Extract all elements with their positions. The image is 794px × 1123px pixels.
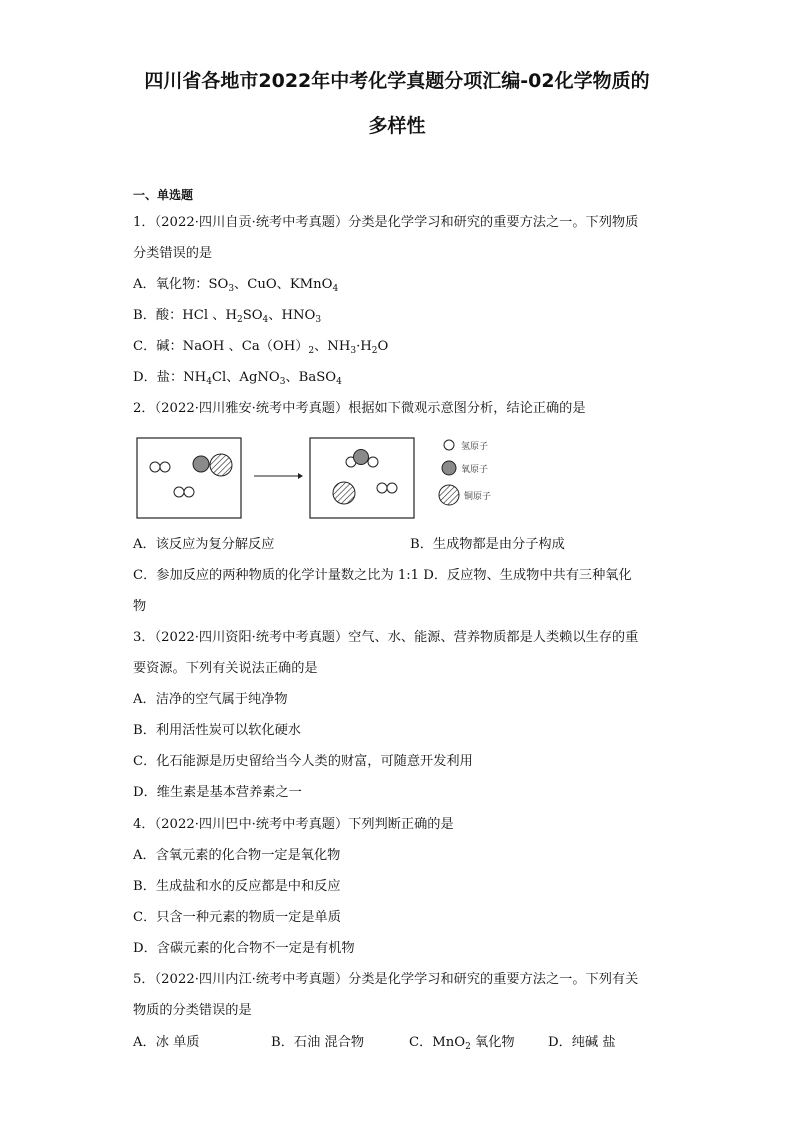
q2-option-c-d: C．参加反应的两种物质的化学计量数之比为 1:1 D．反应物、生成物中共有三种氧化 [133, 568, 632, 583]
q2-option-d-cont: 物 [133, 599, 147, 614]
q3-option-c: C．化石能源是历史留给当今人类的财富，可随意开发利用 [133, 754, 473, 769]
q2-option-a: A．该反应为复分解反应 [133, 537, 275, 552]
q5-option-b: B．石油 混合物 [271, 1035, 365, 1050]
oxygen-atom [193, 456, 209, 472]
q3-stem-line-2: 要资源。下列有关说法正确的是 [133, 661, 318, 676]
q1-option-b: B．酸：HCl 、$H_2SO_4$、$HNO_3$ [133, 308, 322, 325]
legend-oxygen-label: 氧原子 [461, 465, 489, 475]
oxygen-atom [354, 450, 369, 465]
q3-option-b: B．利用活性炭可以软化硬水 [133, 723, 301, 738]
q3-option-d: D．维生素是基本营养素之一 [133, 785, 302, 800]
legend-hydrogen-label: 氢原子 [461, 442, 489, 452]
hydrogen-atom [160, 462, 170, 472]
q5-stem-line-2: 物质的分类错误的是 [133, 1003, 252, 1018]
reactants-box [137, 438, 241, 518]
q4-option-c: C．只含一种元素的物质一定是单质 [133, 910, 341, 925]
section-heading: 一、单选题 [133, 188, 194, 202]
hydrogen-atom [150, 462, 160, 472]
micro-reaction-diagram [136, 437, 536, 519]
doc-title-line-1: 四川省各地市2022年中考化学真题分项汇编-02化学物质的 [144, 70, 650, 92]
legend-oxygen-icon [442, 461, 456, 475]
q5-stem-line-1: 5．（2022·四川内江·统考中考真题）分类是化学学习和研究的重要方法之一。下列有关 [133, 972, 639, 987]
q5-option-a: A．冰 单质 [133, 1035, 200, 1050]
q1-stem-line-1: 1．（2022·四川自贡·统考中考真题）分类是化学学习和研究的重要方法之一。下列物质 [133, 215, 639, 230]
q1-stem-line-2: 分类错误的是 [133, 246, 213, 261]
hydrogen-atom [377, 483, 387, 493]
q5-option-d: D．纯碱 盐 [548, 1035, 616, 1050]
hydrogen-atom [184, 487, 194, 497]
q5-option-c: C．MnO$_2$ 氧化物 [409, 1035, 515, 1052]
q4-stem: 4．（2022·四川巴中·统考中考真题）下列判断正确的是 [133, 817, 454, 832]
q4-option-b: B．生成盐和水的反应都是中和反应 [133, 879, 341, 894]
q3-option-a: A．洁净的空气属于纯净物 [133, 692, 288, 707]
copper-atom [333, 482, 355, 504]
legend-copper-label: 铜原子 [464, 492, 492, 502]
q4-option-a: A．含氧元素的化合物一定是氧化物 [133, 848, 341, 863]
hydrogen-atom [387, 483, 397, 493]
legend-hydrogen-icon [444, 440, 454, 450]
copper-atom [210, 454, 232, 476]
q1-option-d: D．盐：$NH_4Cl$、AgNO$_3$、BaSO$_4$ [133, 370, 342, 387]
q2-stem: 2．（2022·四川雅安·统考中考真题）根据如下微观示意图分析，结论正确的是 [133, 401, 586, 416]
q1-option-c: C．碱：NaOH 、$Ca(OH)_2$、$NH_3\cdot H_2O$ [133, 339, 389, 356]
hydrogen-atom [174, 487, 184, 497]
arrow-head [298, 473, 303, 479]
hydrogen-atom [368, 457, 378, 467]
doc-title-line-2: 多样性 [368, 115, 426, 137]
legend-copper-icon [439, 485, 459, 505]
q2-option-b: B．生成物都是由分子构成 [410, 537, 565, 552]
q3-stem-line-1: 3．（2022·四川资阳·统考中考真题）空气、水、能源、营养物质都是人类赖以生存的重 [133, 630, 639, 645]
q1-option-a: A．氧化物：$SO_3$、CuO、KMnO$_4$ [133, 277, 339, 294]
q4-option-d: D．含碳元素的化合物不一定是有机物 [133, 941, 355, 956]
